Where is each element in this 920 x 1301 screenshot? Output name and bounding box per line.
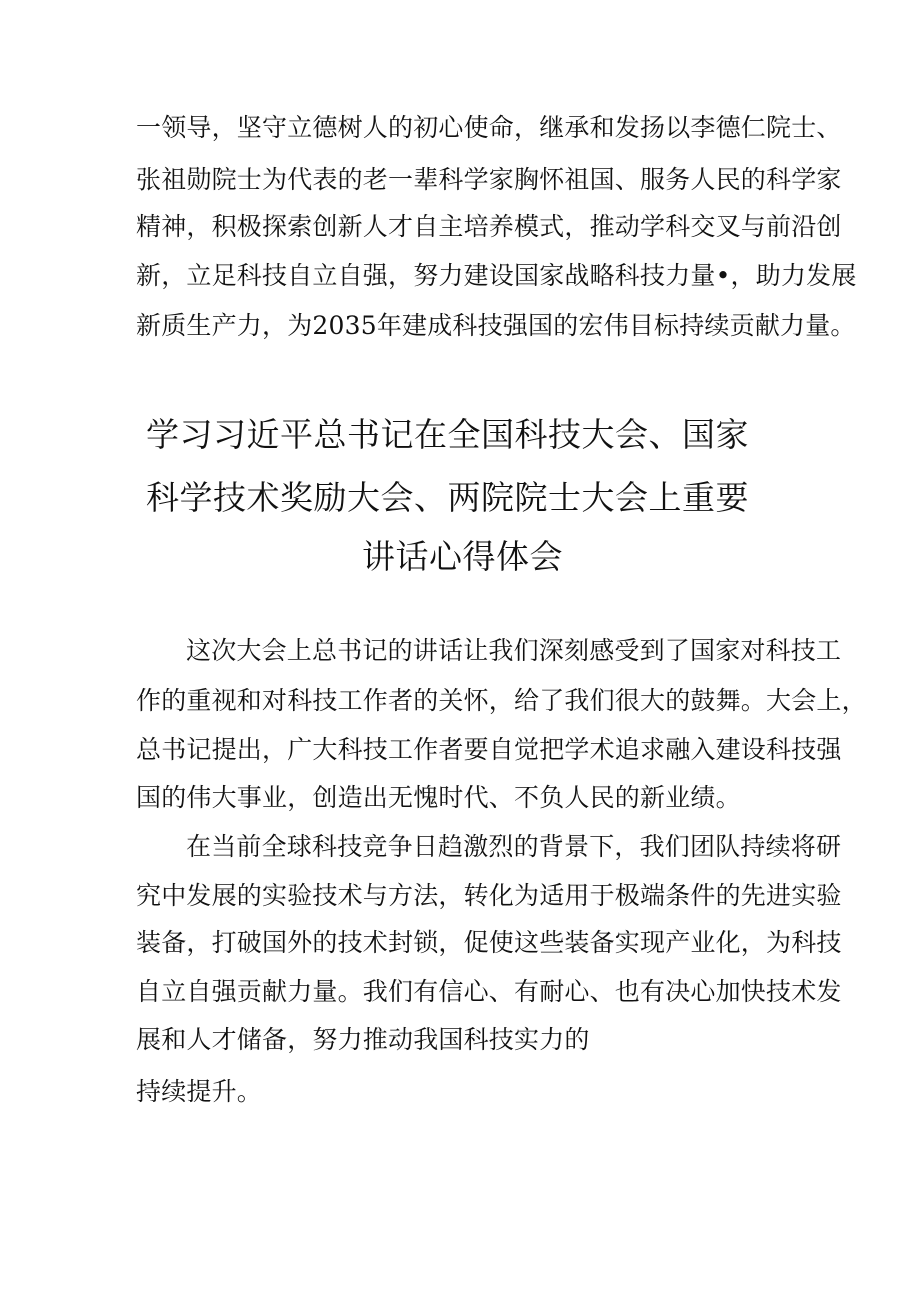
text-line: 究中发展的实验技术与方法，转化为适用于极端条件的先进实验 bbox=[136, 881, 842, 910]
text-line: 一领导，坚守立德树人的初心使命，继承和发扬以李德仁院士、 bbox=[136, 113, 842, 142]
text-line: 国的伟大事业，创造出无愧时代、不负人民的新业绩。 bbox=[136, 783, 741, 812]
text-line: 在当前全球科技竞争日趋激烈的背景下，我们团队持续将研 bbox=[186, 832, 842, 861]
text-line: 新，立足科技自立自强，努力建设国家战略科技力量•，助力发展 bbox=[136, 261, 857, 290]
text-line: 展和人才储备，努力推动我国科技实力的 bbox=[136, 1025, 590, 1054]
title-line: 学习习近平总书记在全国科技大会、国家 bbox=[146, 415, 749, 454]
text-line: 装备，打破国外的技术封锁，促使这些装备实现产业化，为科技 bbox=[136, 928, 842, 957]
text-line: 作的重视和对科技工作者的关怀，给了我们很大的鼓舞。大会上， bbox=[136, 686, 867, 715]
text-line: 精神，积极探索创新人才自主培养模式，推动学科交叉与前沿创 bbox=[136, 212, 842, 241]
title-line: 讲话心得体会 bbox=[362, 537, 563, 576]
text-line: 张祖勋院士为代表的老一辈科学家胸怀祖国、服务人民的科学家 bbox=[136, 165, 842, 194]
continuation-line: 持续提升。 bbox=[136, 1077, 263, 1106]
text-line: 自立自强贡献力量。我们有信心、有耐心、也有决心加快技术发 bbox=[136, 977, 842, 1006]
text-line: 这次大会上总书记的讲话让我们深刻感受到了国家对科技工 bbox=[186, 636, 842, 665]
text-line: 总书记提出，广大科技工作者要自觉把学术追求融入建设科技强 bbox=[136, 735, 842, 764]
text-line: 新质生产力，为2035年建成科技强国的宏伟目标持续贡献力量。 bbox=[136, 311, 856, 340]
title-line: 科学技术奖励大会、两院院士大会上重要 bbox=[146, 478, 749, 517]
